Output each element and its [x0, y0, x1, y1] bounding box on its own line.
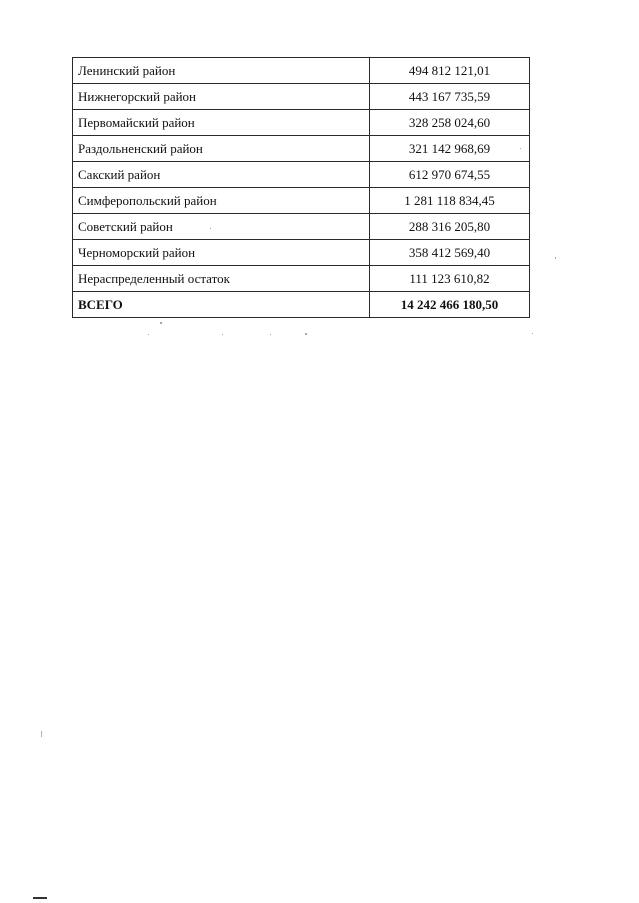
- district-amount: 111 123 610,82: [370, 266, 530, 292]
- district-name: Первомайский район: [73, 110, 370, 136]
- district-name: Нижнегорский район: [73, 84, 370, 110]
- district-name: Черноморский район: [73, 240, 370, 266]
- district-amount: 1 281 118 834,45: [370, 188, 530, 214]
- district-amount: 288 316 205,80: [370, 214, 530, 240]
- scan-speck: [555, 257, 556, 259]
- district-amount: 612 970 674,55: [370, 162, 530, 188]
- table-row: [73, 136, 530, 162]
- total-label: ВСЕГО: [73, 292, 370, 318]
- scan-speck: [532, 333, 533, 334]
- district-name: Сакский район: [73, 162, 370, 188]
- total-amount: 14 242 466 180,50: [370, 292, 530, 318]
- budget-table: [72, 57, 530, 318]
- scan-speck: [210, 228, 211, 229]
- table-row: [73, 84, 530, 110]
- district-name: Ленинский район: [73, 58, 370, 84]
- district-amount: 328 258 024,60: [370, 110, 530, 136]
- scan-speck: [305, 333, 307, 335]
- table-row: [73, 266, 530, 292]
- district-name: Симферопольский район: [73, 188, 370, 214]
- district-amount: 443 167 735,59: [370, 84, 530, 110]
- district-name: Советский район: [73, 214, 370, 240]
- table-row: [73, 58, 530, 84]
- scan-speck: [222, 334, 223, 335]
- district-amount: 358 412 569,40: [370, 240, 530, 266]
- district-name: Нераспределенный остаток: [73, 266, 370, 292]
- district-amount: 321 142 968,69: [370, 136, 530, 162]
- table-row: [73, 188, 530, 214]
- district-amount: 494 812 121,01: [370, 58, 530, 84]
- table-row: [73, 214, 530, 240]
- scan-edge-mark: [33, 897, 47, 899]
- district-name: Раздольненский район: [73, 136, 370, 162]
- scan-speck: [160, 322, 162, 324]
- scan-speck: [520, 148, 521, 149]
- scan-speck: [270, 334, 271, 335]
- scan-speck: [148, 334, 149, 335]
- table-row: [73, 240, 530, 266]
- scan-speck: [41, 731, 42, 737]
- table-row: [73, 110, 530, 136]
- total-row: [73, 292, 530, 318]
- table-row: [73, 162, 530, 188]
